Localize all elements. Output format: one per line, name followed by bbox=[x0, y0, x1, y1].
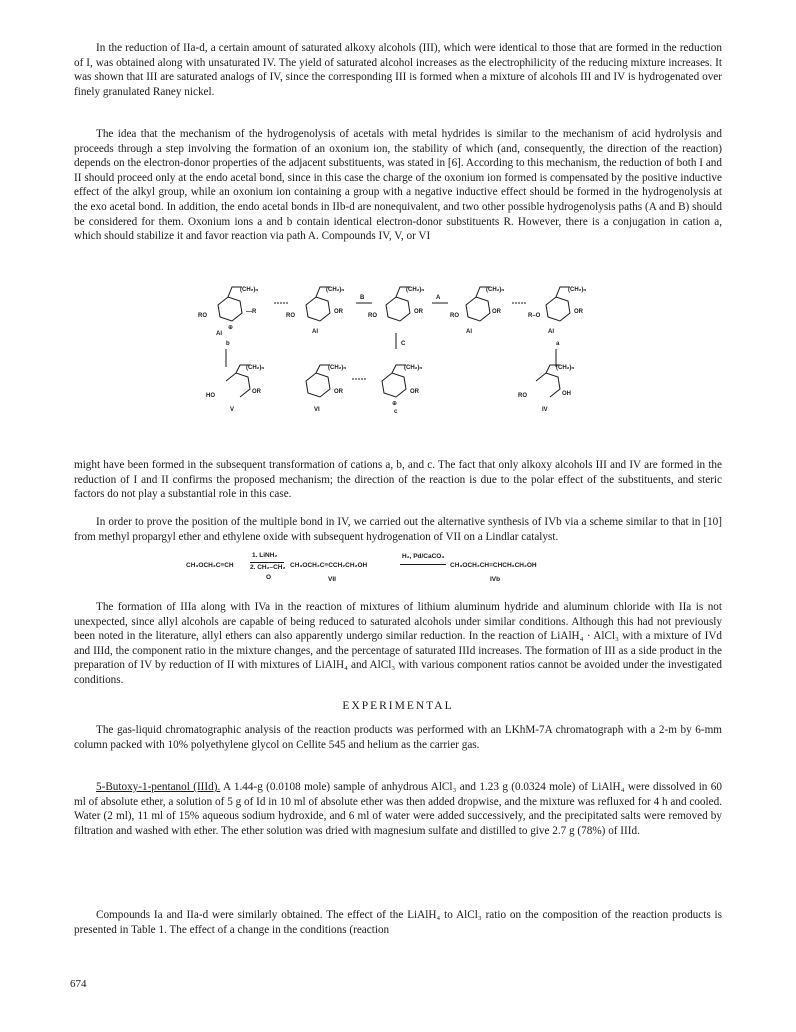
reagent-2-oxygen: O bbox=[266, 574, 272, 581]
ch2n-label: (CH₂)ₙ bbox=[556, 365, 575, 371]
or-label: OR bbox=[414, 309, 423, 315]
label-b: b bbox=[226, 341, 230, 347]
reaction-arrow-1 bbox=[250, 562, 284, 563]
ro-label: RO bbox=[198, 313, 207, 319]
reactant-formula: CH₃OCH₂C≡CH bbox=[186, 562, 234, 569]
compound-iv-label: IV bbox=[542, 407, 548, 413]
ch2n-label: (CH₂)ₙ bbox=[404, 365, 423, 371]
path-c-label: C bbox=[401, 341, 406, 347]
paragraph-5: The formation of IIIa along with IVa in the reaction of mixtures of lithium aluminum hydride and aluminum chloride with IIa is not unexpected, since allyl alcohols are capable of being reduced to saturated alcohols under similar conditions. Although this had not previously been noted in the literature, allyl ethers can also apparently undergo similar reduction. In the reaction of LiAlH₄ · AlCl₃ with a mixture of IVd and IIId, the component ratio in the mixture changes, and the percentage of saturated IIId increases. The formation of III as a side product in the preparation of IV by reduction of II with mixtures of LiAlH₄ and AlCl₃ with various component ratios cannot be avoided under the investigated conditions. bbox=[74, 601, 722, 686]
ro-label: RO bbox=[450, 313, 459, 319]
ro-label: RO bbox=[286, 313, 295, 319]
ch2n-label: (CH₂)ₙ bbox=[568, 287, 587, 293]
or-label: OR bbox=[334, 389, 343, 395]
reagent-1: 1. LiNH₂ bbox=[252, 552, 278, 559]
path-a-label: A bbox=[436, 295, 441, 301]
label-c: c bbox=[394, 409, 398, 413]
paragraph-2: The idea that the mechanism of the hydrogenolysis of acetals with metal hydrides is similar to the mechanism of acid hydrolysis and proceeds through a step involving the formation of an oxonium ion, the stability of which (and, consequently, the direction of the reaction) depends on the electron-donor properties of the adjacent substituents, was stated in [6]. According to this mechanism, the reduction of both I and II should proceed only at the endo acetal bond, since in this case the charge of the oxonium ion formed is compensated by the positive inductive effect of the alkyl group, while an oxonium ion containing a group with a negative inductive effect should be formed in the hydrogenolysis at the exo acetal bond. In addition, the endo acetal bonds in IIb-d are nonequivalent, and two other possible hydrogenolysis paths (A and B) should be considered for them. Oxonium ions a and b contain identical electron-donor substituents R. However, there is a conjugation in cation a, which should stabilize it and favor reaction via path A. Compounds IV, V, or VI bbox=[74, 128, 722, 243]
or-label: OR bbox=[410, 389, 419, 395]
compound-v-structure bbox=[206, 365, 264, 413]
ch2n-label: (CH₂)ₙ bbox=[328, 365, 347, 371]
paragraph-4: In order to prove the position of the multiple bond in IV, we carried out the alternative synthesis of IVb via a scheme similar to that in [10] from methyl propargyl ether and ethylene oxide with subsequent hydrogenation of VII on a Lindlar catalyst. bbox=[74, 516, 722, 543]
page-number: 674 bbox=[70, 978, 87, 990]
compound-vi-label: VI bbox=[314, 407, 320, 413]
procedure-title: 5-Butoxy-1-pentanol (IIId). bbox=[96, 781, 221, 793]
al-label: Al bbox=[216, 331, 222, 337]
ch2n-label: (CH₂)ₙ bbox=[246, 365, 265, 371]
or-label: OR bbox=[334, 309, 343, 315]
paragraph-7 bbox=[74, 780, 722, 838]
r-o-label: R–O bbox=[528, 313, 541, 319]
al-label: Al bbox=[312, 329, 318, 335]
section-heading-experimental: EXPERIMENTAL bbox=[342, 700, 454, 712]
or-label: —R bbox=[246, 309, 257, 315]
al-label: Al bbox=[548, 329, 554, 335]
reaction-scheme-mechanism bbox=[196, 283, 616, 413]
al-label: Al bbox=[466, 329, 472, 335]
ch2n-label: (CH₂)ₙ bbox=[326, 287, 345, 293]
compound-iv-structure bbox=[518, 365, 574, 413]
path-b-label: B bbox=[360, 295, 365, 301]
ho-label: HO bbox=[206, 393, 215, 399]
reaction-scheme-synthesis bbox=[186, 552, 626, 588]
intermediate-structure-1 bbox=[286, 287, 344, 335]
ro-label: RO bbox=[518, 393, 527, 399]
paragraph-3: might have been formed in the subsequent transformation of cations a, b, and c. The fact that only alkoxy alcohols III and IV are formed in the reduction of I and II confirms the proposed mechanism; the direction of the reaction is due to the polar effect of the substituents, and steric factors do not play a substantial role in this case. bbox=[74, 459, 722, 501]
compound-v-label: V bbox=[230, 407, 235, 413]
ch2n-label: (CH₂)ₙ bbox=[240, 287, 259, 293]
or-label: OR bbox=[574, 309, 583, 315]
cation-a-structure bbox=[528, 287, 586, 347]
ro-label: RO bbox=[368, 313, 377, 319]
reagent-2: 2. CH₂–CH₂ bbox=[250, 564, 286, 571]
intermediate-formula: CH₃OCH₂C≡CCH₂CH₂OH bbox=[290, 562, 368, 569]
intermediate-label: VII bbox=[328, 576, 336, 583]
reaction-arrow-2 bbox=[400, 564, 446, 565]
paragraph-1: In the reduction of IIa-d, a certain amount of saturated alkoxy alcohols (III), which were identical to those that are formed in the reduction of I, was obtained along with unsaturated IV. The yield of saturated alcohol increases as the electrophilicity of the reducing mixture increases. It was shown that III are saturated analogs of IV, since the corresponding III is formed when a mixture of alcohols III and IV is hydrogenated over finely granulated Raney nickel. bbox=[74, 42, 722, 98]
intermediate-structure-2 bbox=[368, 287, 424, 349]
procedure-text: A 1.44-g (0.0108 mole) sample of anhydrous AlCl₃ and 1.23 g (0.0324 mole) of LiAlH₄ were dissolved in 60 ml of absolute ether, a solution of 5 g of Id in 10 ml of absolute ether was then added dropwise, and the mixture was refluxed for 4 h and cooled. Water (2 ml), 11 ml of 15% aqueous sodium hydroxide, and 6 ml of water were added successively, and the precipitated salts were removed by filtration and washed with ether. The ether solution was dried with magnesium sulfate and distilled to give 2.7 g (78%) of IIId. bbox=[74, 781, 722, 837]
oplus-label: ⊕ bbox=[228, 325, 234, 331]
intermediate-structure-3 bbox=[450, 287, 504, 335]
cation-c-structure bbox=[382, 365, 422, 413]
paragraph-8: Compounds Ia and IIa-d were similarly obtained. The effect of the LiAlH₄ to AlCl₃ ratio on the composition of the reaction products is presented in Table 1. The effect of a change in the conditions (reaction bbox=[74, 909, 722, 936]
or-label: OR bbox=[492, 309, 501, 315]
cation-b-structure bbox=[198, 287, 258, 347]
reagent-3: H₂, Pd/CaCO₃ bbox=[402, 553, 445, 560]
product-label: IVb bbox=[490, 576, 501, 583]
paragraph-6: The gas-liquid chromatographic analysis of the reaction products was performed with an LKhM-7A chromatograph with a 2-m by 6-mm column packed with 10% polyethylene glycol on Cellite 545 and helium as the carrier gas. bbox=[74, 724, 722, 751]
ch2n-label: (CH₂)ₙ bbox=[406, 287, 425, 293]
oh-label: OH bbox=[562, 391, 571, 397]
or-label: OR bbox=[252, 389, 261, 395]
compound-vi-structure bbox=[306, 365, 346, 413]
label-a: a bbox=[556, 341, 560, 347]
product-formula: CH₃OCH₂CH=CHCH₂CH₂OH bbox=[450, 562, 537, 569]
ch2n-label: (CH₂)ₙ bbox=[486, 287, 505, 293]
oplus-label: ⊕ bbox=[392, 401, 398, 407]
